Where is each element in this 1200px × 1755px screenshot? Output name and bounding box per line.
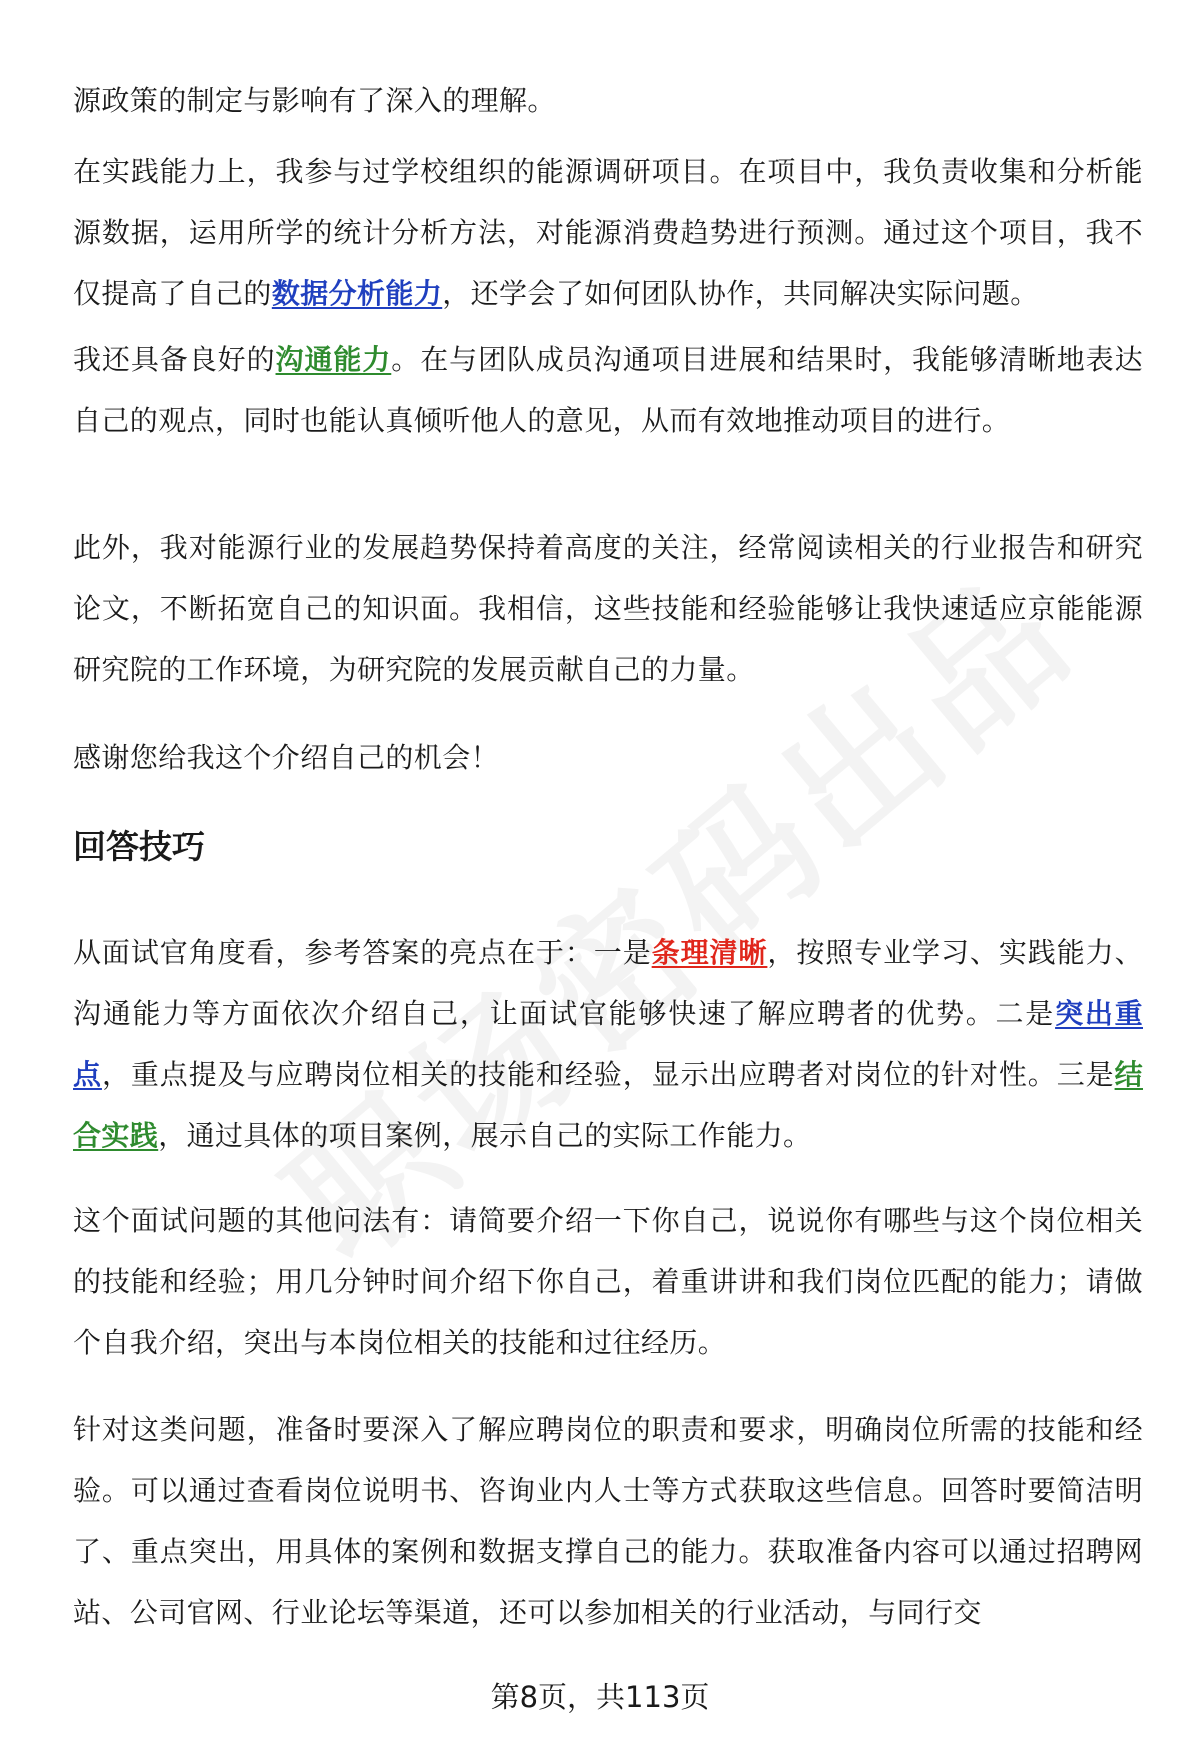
text-run: ，重点提及与应聘岗位相关的技能和经验，显示出应聘者对岗位的针对性。三是: [101, 1058, 1115, 1091]
text-run: ，还学会了如何团队协作，共同解决实际问题。: [442, 277, 1039, 310]
paragraph: [73, 517, 1143, 700]
text-run: 从面试官角度看，参考答案的亮点在于：一是: [73, 936, 652, 969]
text-run: ，按照专业学习、实践能力、沟通能力等方面依次介绍自己，让面试官能够快速了解应聘者的优势。二是: [73, 936, 1143, 1030]
text-run: 这个面试问题的其他问法有：请简要介绍一下你自己，说说你有哪些与这个岗位相关的技能和经验；用几分钟时间介绍下你自己，着重讲讲和我们岗位匹配的能力；请做个自我介绍，突出与本岗位相关的技能和过往经历。: [73, 1204, 1143, 1359]
section-heading: 回答技巧: [73, 827, 205, 866]
highlighted-term: 结合实践: [73, 1058, 1143, 1152]
text-run: 感谢您给我这个介绍自己的机会！: [73, 741, 500, 774]
text-run: 我还具备良好的: [73, 343, 276, 376]
paragraph: [73, 70, 1143, 131]
paragraph: [73, 329, 1143, 451]
highlighted-term: 条理清晰: [651, 936, 768, 969]
text-run: 源政策的制定与影响有了深入的理解。: [73, 84, 556, 117]
paragraph: [73, 922, 1143, 1166]
text-run: 针对这类问题，准备时要深入了解应聘岗位的职责和要求，明确岗位所需的技能和经验。可以通过查看岗位说明书、咨询业内人士等方式获取这些信息。回答时要简洁明了、重点突出，用具体的案例和数据支撑自己的能力。获取准备内容可以通过招聘网站、公司官网、行业论坛等渠道，还可以参加相关的行业活动，与同行交: [73, 1413, 1143, 1629]
paragraph: [73, 1399, 1143, 1643]
text-run: 在实践能力上，我参与过学校组织的能源调研项目。在项目中，我负责收集和分析能源数据，运用所学的统计分析方法，对能源消费趋势进行预测。通过这个项目，我不仅提高了自己的: [73, 155, 1143, 310]
paragraph: [73, 141, 1143, 324]
paragraph: [73, 727, 1143, 788]
highlighted-term: 沟通能力: [275, 343, 392, 376]
paragraph: [73, 1190, 1143, 1373]
highlighted-term: 突出重点: [73, 997, 1143, 1091]
page-number: 第8页，共113页: [490, 1680, 710, 1714]
text-run: ，通过具体的项目案例，展示自己的实际工作能力。: [158, 1119, 812, 1152]
highlighted-term: 数据分析能力: [271, 277, 443, 310]
text-run: 。在与团队成员沟通项目进展和结果时，我能够清晰地表达自己的观点，同时也能认真倾听他人的意见，从而有效地推动项目的进行。: [73, 343, 1143, 437]
text-run: 此外，我对能源行业的发展趋势保持着高度的关注，经常阅读相关的行业报告和研究论文，不断拓宽自己的知识面。我相信，这些技能和经验能够让我快速适应京能能源研究院的工作环境，为研究院的发展贡献自己的力量。: [73, 531, 1143, 686]
